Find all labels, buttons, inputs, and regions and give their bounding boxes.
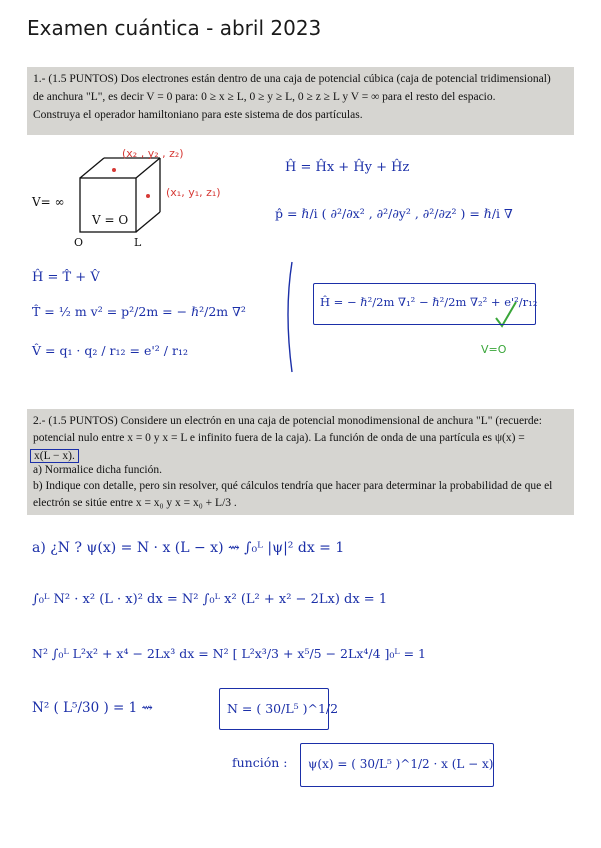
- q2-work-line-1: a) ¿N ? ψ(x) = N · x (L − x) ⇝ ∫₀ᴸ |ψ|² dx = 1: [32, 540, 345, 556]
- particle-2-coordinates: (x₂ , y₂ , z₂): [122, 147, 184, 160]
- axis-origin-label: O: [74, 236, 84, 249]
- q2-work-line-4: N² ( L⁵/30 ) = 1 ⇝: [32, 700, 153, 716]
- normalization-result-box: [219, 688, 339, 730]
- hamiltonian-result-box: [313, 283, 536, 325]
- electron-2-dot: [112, 168, 116, 172]
- q2-work-line-2: ∫₀ᴸ N² · x² (L · x)² dx = N² ∫₀ᴸ x² (L² + x² − 2Lx) dx = 1: [32, 592, 388, 607]
- hamiltonian-sum: Ĥ = Ĥx + Ĥy + Ĥz: [285, 160, 410, 175]
- v-infinity-label: V= ∞: [32, 195, 65, 209]
- q2-work-line-3: N² ∫₀ᴸ L²x² + x⁴ − 2Lx³ dx = N² [ L²x³/3 + x⁵/5 − 2Lx⁴/4 ]₀ᴸ = 1: [32, 646, 426, 661]
- q2-line-3: x(L − x).: [30, 449, 79, 463]
- hamiltonian-result: Ĥ = − ℏ²/2m ∇₁² − ℏ²/2m ∇₂² + e'²/r₁₂: [320, 295, 538, 309]
- hamiltonian-t-v: Ĥ = T̂ + V̂: [32, 270, 100, 285]
- q2-line-1: 2.- (1.5 PUNTOS) Considere un electrón en una caja de potencial monodimensional de anchura "L" (recuerde:: [33, 415, 542, 427]
- particle-1-coordinates: (x₁, y₁, z₁): [166, 186, 221, 199]
- function-result: ψ(x) = ( 30/L⁵ )^1/2 · x (L − x): [308, 757, 494, 771]
- q2-line-6: electrón se sitúe entre x = x₀ y x = x₀ + L/3 .: [33, 497, 237, 509]
- q1-line-3: Construya el operador hamiltoniano para este sistema de dos partículas.: [33, 109, 363, 121]
- q2-line-4: a) Normalice dicha función.: [33, 464, 162, 476]
- q2-line-5: b) Indique con detalle, pero sin resolver, qué cálculos tendría que hacer para determinar la probabilidad de que el: [33, 480, 553, 492]
- q1-line-1: 1.- (1.5 PUNTOS) Dos electrones están dentro de una caja de potencial cúbica (caja de potencial tridimensional): [33, 73, 551, 85]
- potential-operator: V̂ = q₁ · q₂ / r₁₂ = e'² / r₁₂: [32, 343, 188, 358]
- brace-left: [288, 262, 292, 372]
- q1-line-2: de anchura "L", es decir V = 0 para: 0 ≥ x ≥ L, 0 ≥ y ≥ L, 0 ≥ z ≥ L y V = ∞ para el resto del espacio.: [33, 91, 496, 103]
- normalization-result: N = ( 30/L⁵ )^1/2: [227, 701, 339, 716]
- function-result-box: [300, 743, 494, 787]
- v-zero-label: V = O: [92, 213, 129, 227]
- v-zero-note: V=O: [481, 343, 507, 356]
- electron-1-dot: [146, 194, 150, 198]
- function-label: función :: [232, 755, 288, 770]
- kinetic-operator: T̂ = ½ m v² = p²/2m = − ℏ²/2m ∇²: [32, 304, 246, 319]
- question-2-printed: [27, 409, 574, 515]
- axis-l-label: L: [134, 236, 142, 249]
- page-title: Examen cuántica - abril 2023: [27, 16, 322, 40]
- q2-line-2: potencial nulo entre x = 0 y x = L e infinito fuera de la caja). La función de onda de una partícula es ψ(x) =: [33, 432, 525, 444]
- momentum-operator: p̂ = ℏ/i ( ∂²/∂x² , ∂²/∂y² , ∂²/∂z² ) = ℏ/i ∇: [275, 206, 513, 221]
